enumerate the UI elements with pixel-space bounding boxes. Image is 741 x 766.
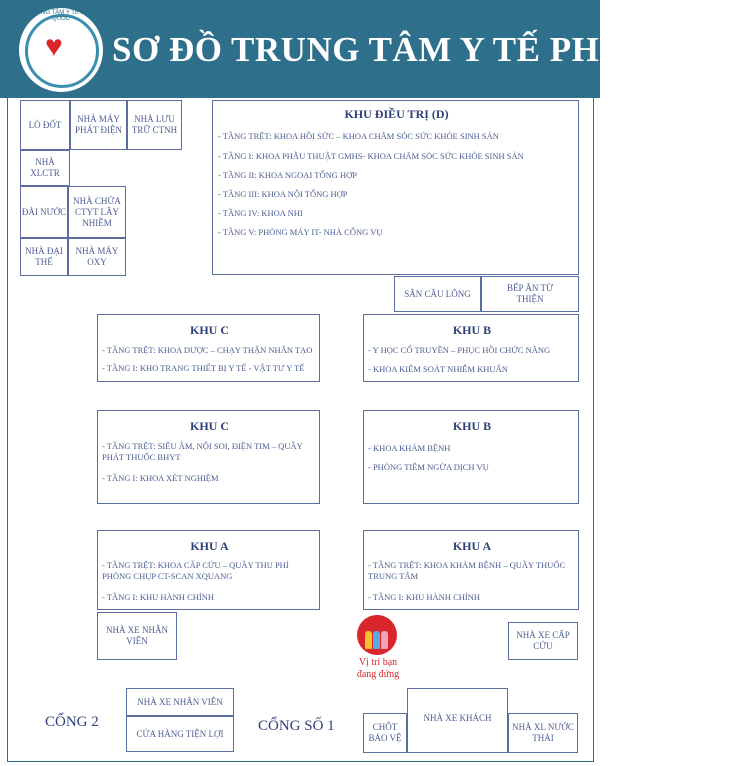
zone-title: KHU A <box>452 539 492 553</box>
building-label: NHÀ XL NƯỚC THẢI <box>512 722 574 743</box>
building-lo-dot[interactable] <box>20 100 70 150</box>
building-label: NHÀ XLCTR <box>30 157 60 178</box>
building-nha-xe-cap-cuu[interactable] <box>508 622 578 660</box>
person-figure <box>373 631 380 649</box>
zone-item: - TẦNG V: PHÒNG MÁY IT- NHÀ CÔNG VỤ <box>218 227 383 237</box>
building-label: NHÀ MÁY OXY <box>75 246 119 267</box>
page-title: SƠ ĐỒ TRUNG TÂM Y TẾ PHÚ QUỐC <box>112 30 741 69</box>
building-label: NHÀ MÁY PHÁT ĐIỆN <box>74 114 123 135</box>
building-nha-luu-tru[interactable] <box>127 100 182 150</box>
people-icon <box>357 615 397 655</box>
zone-title: KHU C <box>190 419 229 433</box>
zone-title: KHU B <box>452 323 492 337</box>
building-label: NHÀ XE CẤP CỨU <box>516 630 570 651</box>
building-label: CỬA HÀNG TIỆN LỢI <box>136 728 224 739</box>
building-cua-hang[interactable] <box>126 716 234 752</box>
zone-khu-c-1[interactable] <box>97 314 320 382</box>
building-nha-may-oxy[interactable] <box>68 238 126 276</box>
building-label: SÂN CẦU LÔNG <box>404 288 471 299</box>
building-label: NHÀ XE NHÂN VIÊN <box>137 696 223 707</box>
building-dai-nuoc[interactable] <box>20 186 68 238</box>
building-label: NHÀ ĐẠI THỂ <box>25 246 63 267</box>
building-nha-may-phat-dien[interactable] <box>70 100 127 150</box>
zone-item: - TẦNG TRỆT: KHOA KHÁM BỆNH – QUẦY THUỐC TRUNG TÂM <box>368 560 566 581</box>
zone-item: - KHOA KHÁM BỆNH <box>368 443 451 453</box>
zone-khu-b-1[interactable] <box>363 314 579 382</box>
logo-text: TRUNG TÂM Y TẾ PHÚ QUỐC <box>28 10 94 22</box>
zone-item: - KHOA KIỂM SOÁT NHIỄM KHUẨN <box>368 364 508 374</box>
building-nha-xe-nhan-vien-left[interactable] <box>97 612 177 660</box>
zone-title: KHU C <box>190 323 229 337</box>
building-nha-dai-the[interactable] <box>20 238 68 276</box>
building-label: ĐÀI NƯỚC <box>21 206 67 217</box>
building-nha-xl-nuoc-thai[interactable] <box>508 713 578 753</box>
zone-title: KHU B <box>452 419 492 433</box>
zone-item: - PHÒNG TIÊM NGỪA DỊCH VỤ <box>368 462 489 472</box>
building-nha-xlctr[interactable] <box>20 150 70 186</box>
building-nha-xe-khach[interactable] <box>407 688 508 753</box>
building-label: CHỐT BẢO VỆ <box>368 722 402 743</box>
hospital-logo <box>17 6 105 94</box>
zone-item: - TẦNG I: KHU HÀNH CHÍNH <box>102 592 214 602</box>
building-bep-an[interactable] <box>481 276 579 312</box>
person-figure <box>381 631 388 649</box>
gate-1: CỔNG SỐ 1 <box>258 718 335 734</box>
zone-item: - TẦNG TRỆT: KHOA CẤP CỨU – QUẦY THU PHÍ PHÒNG CHỤP CT-SCAN XQUANG <box>102 560 289 581</box>
zone-item: - Y HỌC CỔ TRUYỀN – PHỤC HỒI CHỨC NĂNG <box>368 345 551 355</box>
zone-item: - TẦNG TRỆT: KHOA HỒI SỨC – KHOA CHĂM SÓC SỨC KHỎE SINH SẢN <box>218 131 499 141</box>
building-label: NHÀ XE KHÁCH <box>423 713 492 723</box>
building-chot-bao-ve[interactable] <box>363 713 407 753</box>
zone-item: - TẦNG IV: KHOA NHI <box>218 208 303 218</box>
building-label: LÒ ĐỐT <box>28 119 62 130</box>
building-nha-chua[interactable] <box>68 186 126 238</box>
zone-title: KHU ĐIỀU TRỊ (D) <box>344 107 449 121</box>
zone-khu-dieu-tri[interactable] <box>212 100 579 275</box>
zone-item: - TẦNG I: KHOA XÉT NGHIỆM <box>102 473 219 483</box>
zone-khu-b-2[interactable] <box>363 410 579 504</box>
zone-title: KHU A <box>190 539 229 553</box>
gate-2: CỔNG 2 <box>45 714 99 730</box>
building-label: NHÀ CHỨA CTYT LÂY NHIỄM <box>73 195 121 228</box>
building-label: NHÀ LƯU TRỮ CTNH <box>131 114 178 135</box>
header-banner <box>0 0 741 98</box>
zone-item: - TẦNG I: KHO TRANG THIẾT BỊ Y TẾ - VẬT TƯ Y TẾ <box>102 363 305 373</box>
building-label: NHÀ XE NHÂN VIÊN <box>106 625 168 646</box>
building-san-cau-long[interactable] <box>394 276 481 312</box>
person-figure <box>365 631 372 649</box>
zone-item: - TẦNG I: KHOA PHẪU THUẬT GMHS- KHOA CHĂM SÓC SỨC KHỎE SINH SẢN <box>218 151 524 161</box>
building-nha-xe-nhan-vien-bottom[interactable] <box>126 688 234 716</box>
you-are-here-label: Vị trí bạn đang đứng <box>356 657 400 680</box>
zone-khu-c-2[interactable] <box>97 410 320 504</box>
zone-item: - TẦNG TRỆT: SIÊU ÂM, NỘI SOI, ĐIỆN TIM – QUẦY PHÁT THUỐC BHYT <box>102 441 303 462</box>
zone-item: - TẦNG I: KHU HÀNH CHÍNH <box>368 592 480 602</box>
building-label: BẾP ĂN TỪ THIỆN <box>507 283 553 304</box>
heart-icon: ♥ <box>45 30 63 63</box>
zone-item: - TẦNG II: KHOA NGOẠI TỔNG HỢP <box>218 170 357 180</box>
zone-khu-a-1[interactable] <box>97 530 320 610</box>
zone-khu-a-2[interactable] <box>363 530 579 610</box>
zone-item: - TẦNG TRỆT: KHOA DƯỢC – CHẠY THẬN NHÂN TẠO <box>102 345 313 355</box>
zone-item: - TẦNG III: KHOA NỘI TỔNG HỢP <box>218 189 348 199</box>
